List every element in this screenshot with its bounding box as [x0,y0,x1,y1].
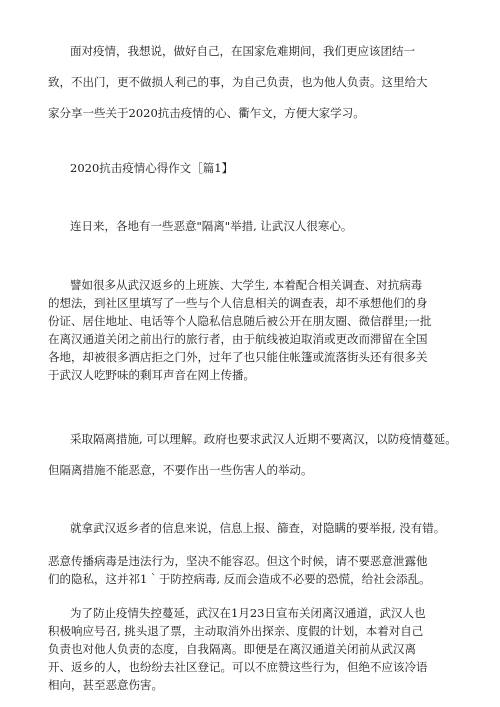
intro-paragraph: 面对疫情，我想说，做好自己，在国家危难期间，我们更应该团结一致，不出门，更不做损人利己的事，为自己负责，也为他人负责。这里给大家分享一些关于2020抗击疫情的心、衢乍文，方便大家学习。 [48,44,428,120]
section-heading: 2020抗击疫情心得作文［篇1】 [70,161,234,175]
body-paragraph: 譬如很多从武汉返乡的上班族、大学生, 本着配合相关调查、对抗病毒的想法，到社区里填写了一些与个人信息相关的调查表，却不承想他们的身份证、居住地址、电话等个人隐私信息随后被公开在朋友圈、微信群里;一批在离汉通道关闭之前出行的旅行者，由于航线被迫取消或更改而滞留在全国各地，却被很多酒店拒之门外，过年了也只能住帐篷或流落街头还有很多关于武汉人吃野味的剩耳声音在网上传播。 [48,278,432,382]
body-paragraph: 采取隔离措施, 可以理解。政府也要求武汉人近期不要离汉，以防疫情蔓延。 [70,432,457,446]
body-paragraph: 为了防止疫情失控蔓延，武汉在1月23日宣布关闭离汉通道，武汉人也积极响应号召, 挑头退了票，主动取消外出探亲、度假的计划，本着对自己负责也对他人负责的态度，自我隔离。即便是在离汉通道关闭前从武汉离开、返乡的人，也纷纷去社区登记。可以不庶赞这些行为，但绝不应该冷语相向，甚至恶意伤害。 [48,606,428,692]
body-paragraph: 但隔离措施不能恶意，不要作出一些伤害人的举动。 [48,463,313,477]
body-paragraph: 恶意传播病毒是违法行为，坚决不能容忍。但这个时候，请不要恶意泄露他们的隐私，这并祁1｀于防控病毒, 反而会造成不必要的恐慌，给社会添乱。 [48,554,431,586]
body-paragraph: 连日来，各地有一些恶意"隔离"举措, 让武汉人很寒心。 [70,219,353,233]
body-paragraph: 就拿武汉返乡者的信息来说，信息上报、篩查，对隐瞒的要举报, 没有错。 [70,521,446,535]
